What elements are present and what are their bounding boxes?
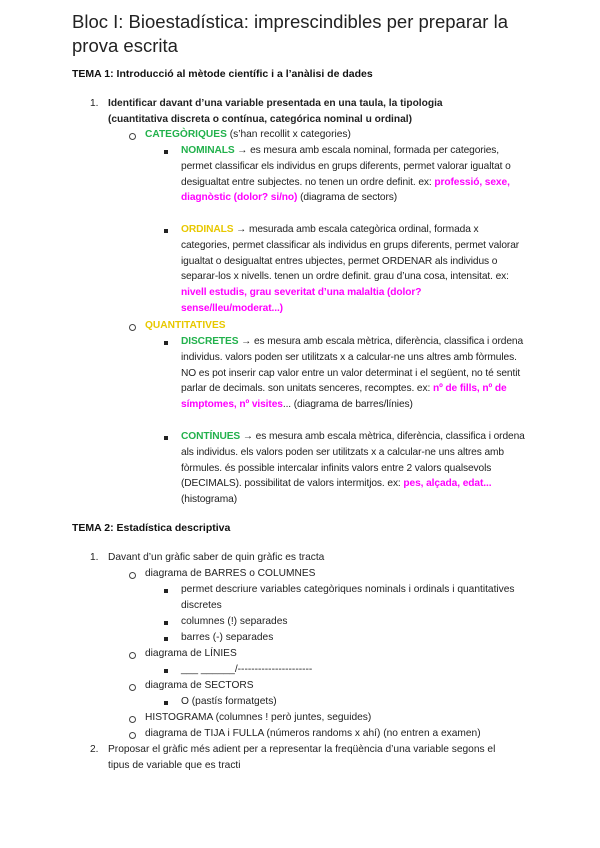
nominals-example: professió, sexe, diagnòstic (dolor? si/no) [181,176,510,204]
ordinals-label: ORDINALS [181,224,234,235]
bullet-square [164,436,168,440]
bullet-circle [129,572,136,579]
barres-sub-1: permet descriure variables categòriques nominals i ordinals i quantitatives discretes [181,584,515,611]
nominals-after: (diagrama de sectors) [297,192,398,204]
bullet-circle [129,732,136,739]
bullet-circle [129,324,136,331]
tema1-heading: TEMA 1: Introducció al mètode científic i a l’anàlisi de dades [72,68,373,80]
bullet-circle [129,684,136,691]
continues-after: (histograma) [181,494,237,506]
ordinals-text: → mesurada amb escala categòrica ordinal, formada x categories, permet classificar als individus en grups diferents, permet valorar igualtat o desigualtat entres ubjectes, permet ORDENAR als individus o separar-los x nivells. tenen un ordre definit. grau d’una cosa, intensitat. ex: [181,224,520,283]
continues-text: → es mesura amb escala mètrica, diferència, classifica i ordena als individus. els valors poden ser utilitzats x a calcular-ne uns altres amb fòrmules. és possible intercalar infinits valors entre 2 valors qualsevols (DECIMALS). possibilitat de valors intermitjos. ex: [181,431,525,490]
bullet-circle [129,716,136,723]
bullet-square [164,229,168,233]
tija-item: diagrama de TIJA i FULLA (números randoms x ahí) (no entren a examen) [145,728,481,739]
bullet-circle [129,652,136,659]
linies-sub: ___ ______/---------------------- [181,664,313,675]
quantitatives-line [145,318,485,334]
linies-item: diagrama de LÍNIES [145,648,237,659]
nominals-item [181,143,525,206]
discretes-example: nº de fills, nº de símptomes, nº visites [181,383,507,411]
bullet-square [164,589,168,593]
bullet-square [164,150,168,154]
tema2-item2-number: 2. [90,744,99,755]
continues-label: CONTÍNUES [181,431,241,442]
discretes-after: ... (diagrama de barres/línies) [282,399,413,411]
categoriques-suffix: (s’han recollit x categories) [226,129,351,140]
discretes-item [181,334,525,413]
bullet-square [164,669,168,673]
bullet-circle [129,133,136,140]
barres-sub-3: barres (-) separades [181,632,274,643]
continues-example: pes, alçada, edat... [403,478,492,490]
histograma-item: HISTOGRAMA (columnes ! però juntes, seguides) [145,712,372,723]
bullet-square [164,621,168,625]
discretes-text: → es mesura amb escala mètrica, diferència, classifica i ordena individus. valors poden ser utilitzats x a calcular-ne uns altres amb fòrmules. NO es pot inserir cap valor entre un valor determinat i el següent, no té sentit parlar de decimals. son unitats senceres, recomptes. ex: [181,336,524,395]
categoriques-label: CATEGÒRIQUES [145,129,227,140]
sectors-sub: O (pastís formatgets) [181,696,277,707]
tema2-item2-text: Proposar el gràfic més adient per a representar la freqüència d’una variable segons el tipus de variable que es tracti [108,744,496,771]
tema2-item1-number: 1. [90,552,99,563]
sectors-item: diagrama de SECTORS [145,680,254,691]
ordinals-example: nivell estudis, grau severitat d’una malaltia (dolor? sense/lleu/moderat...) [181,287,422,314]
discretes-label: DISCRETES [181,336,239,347]
continues-item [181,429,525,508]
bullet-square [164,637,168,641]
categoriques-line [145,127,485,143]
tema1-item1-text: Identificar davant d’una variable presentada en una taula, la tipologia (cuantitativa discreta o contínua, categórica nominal u ordinal) [108,98,443,125]
ordinals-item [181,222,525,317]
tema2-heading: TEMA 2: Estadística descriptiva [72,522,231,534]
barres-item: diagrama de BARRES o COLUMNES [145,568,316,579]
bullet-square [164,341,168,345]
quantitatives-label: QUANTITATIVES [145,320,226,331]
bullet-square [164,701,168,705]
nominals-label: NOMINALS [181,145,235,156]
page-title: Bloc I: Bioestadística: imprescindibles per preparar la prova escrita [72,11,508,56]
tema1-item1-number: 1. [90,98,99,109]
tema2-item1-text: Davant d’un gràfic saber de quin gràfic es tracta [108,552,325,563]
barres-sub-2: columnes (!) separades [181,616,288,627]
nominals-text: → es mesura amb escala nominal, formada per categories, permet classificar els individus en grups diferents, permet valorar igualtat o desigualtat entre subjectes. no tenen un ordre definit. ex: [181,145,511,188]
